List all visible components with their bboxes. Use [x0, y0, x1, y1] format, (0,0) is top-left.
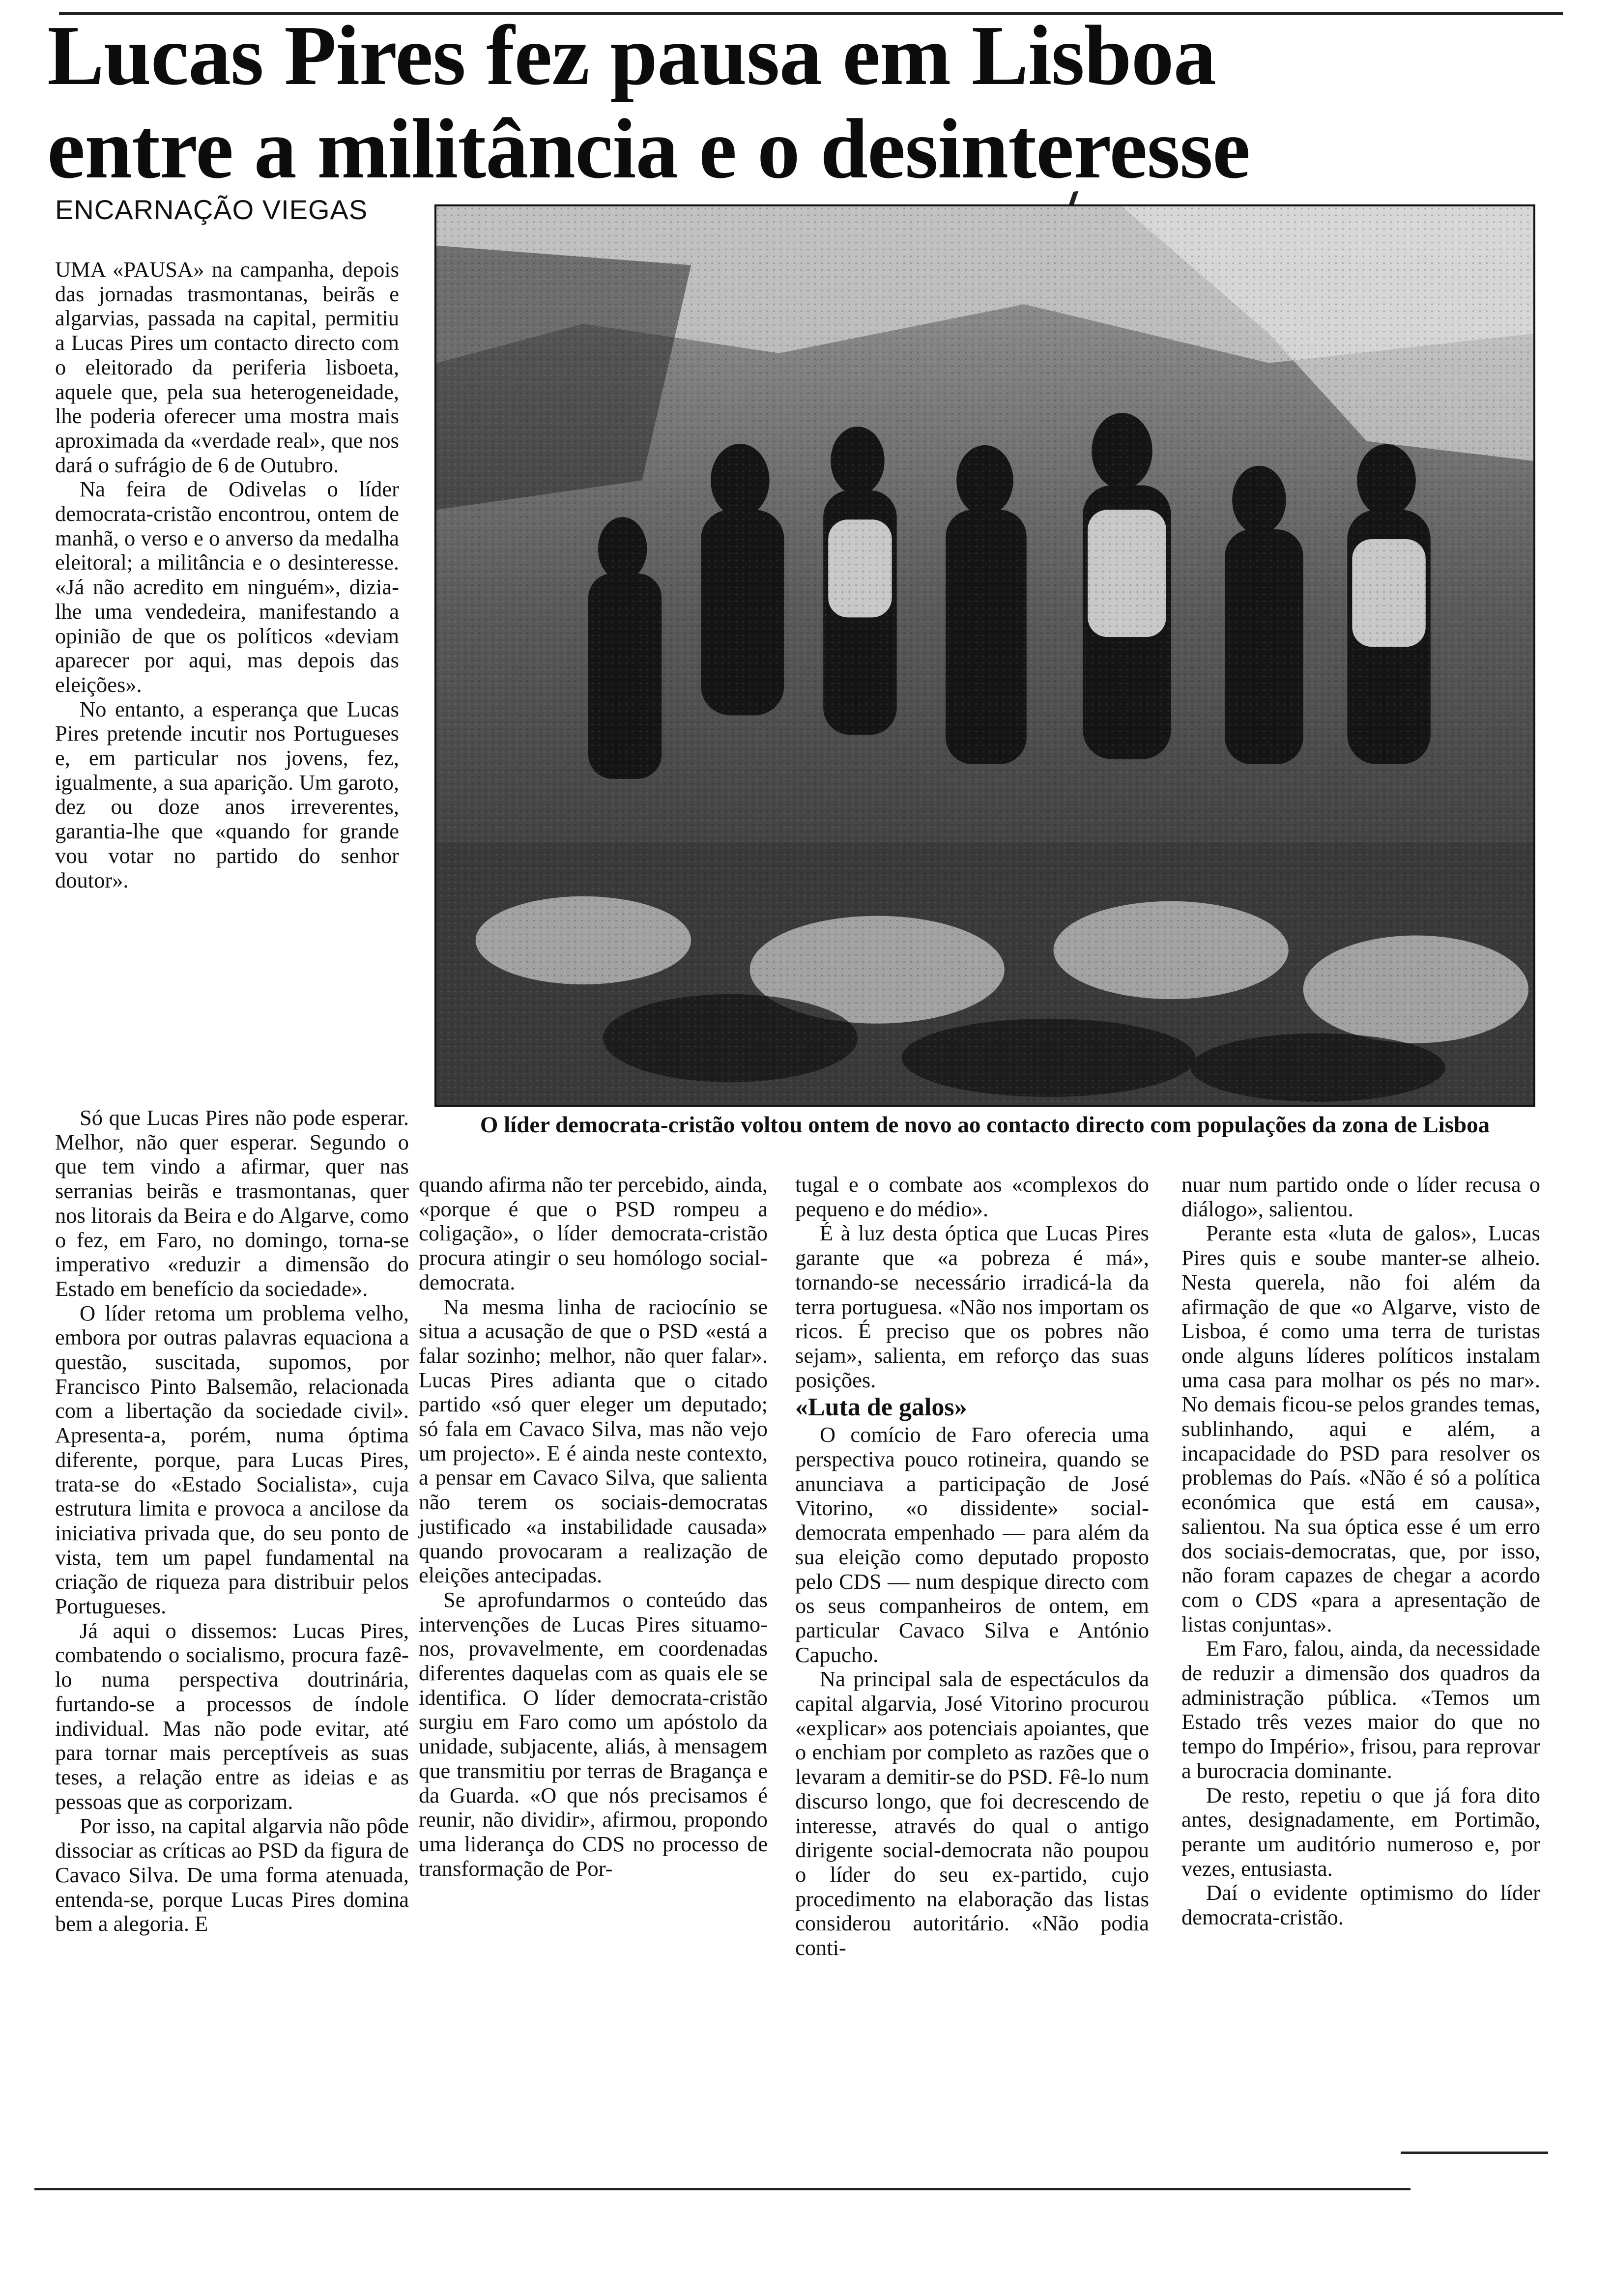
photo-image: [436, 206, 1533, 1105]
paragraph: Na feira de Odivelas o líder democrata-cristão encontrou, ontem de manhã, o verso e o anverso da medalha eleitoral; a militância e o desinteresse. «Já não acredito em ninguém», dizia-lhe uma vendedeira, manifestando a opinião de que os políticos «deviam aparecer por aqui, mas depois das eleições».: [55, 477, 399, 697]
column-2: [419, 1173, 768, 1881]
paragraph: Em Faro, falou, ainda, da necessidade de reduzir a dimensão dos quadros da administração pública. «Temos um Estado três vezes maior do que no tempo do Império», frisou, para reprovar a burocracia dominante.: [1181, 1636, 1540, 1783]
paragraph: Daí o evidente optimismo do líder democrata-cristão.: [1181, 1880, 1540, 1930]
headline-line-2: entre a militância e o desinteresse: [47, 101, 1250, 196]
paragraph: Na mesma linha de raciocínio se situa a acusação de que o PSD «está a falar sozinho; melhor, não quer falar». Lucas Pires adianta que o citado partido «só quer eleger um deputado; só fala em Cavaco Silva, mas não vejo um projecto». E é ainda neste contexto, a pensar em Cavaco Silva, que salienta não terem os sociais-democratas justificado «a instabilidade causada» quando provocaram a realização de eleições antecipadas.: [419, 1294, 768, 1588]
column-1-lower: [55, 1106, 409, 1936]
footer-rule-right: [1401, 2152, 1548, 2154]
paragraph: O líder retoma um problema velho, embora por outras palavras equaciona a questão, suscitada, supomos, por Francisco Pinto Balsemão, relacionada com a libertação da sociedade civil». Apresenta-a, porém, numa óptima diferente, porque, para Lucas Pires, trata-se do «Estado Socialista», cuja estrutura limita e provoca a ancilose da iniciativa privada que, do seu ponto de vista, tem um papel fundamental na criação de riqueza para distribuir pelos Portugueses.: [55, 1300, 409, 1619]
paragraph: quando afirma não ter percebido, ainda, «porque é que o PSD rompeu a coligação», o líder democrata-cristão procura atingir o seu homólogo social-democrata.: [419, 1172, 768, 1294]
paragraph: Perante esta «luta de galos», Lucas Pires quis e soube manter-se alheio. Nesta querela, não foi além da afirmação de que «o Algarve, visto de Lisboa, é como uma terra de turistas onde alguns líderes políticos instalam uma casa para molhar os pés no mar». No demais ficou-se pelos grandes temas, sublinhando, aqui e além, a incapacidade do PSD para resolver os problemas do País. «Não é só a política económica que está em causa», salientou. Na sua óptica esse é um erro dos sociais-democratas, que, por isso, não foram capazes de chegar a acordo com o CDS «para a apresentação de listas conjuntas».: [1181, 1221, 1540, 1636]
paragraph: nuar num partido onde o líder recusa o diálogo», salientou.: [1181, 1172, 1540, 1221]
byline: ENCARNAÇÃO VIEGAS: [55, 194, 368, 225]
column-1-upper: [55, 258, 399, 892]
paragraph: Se aprofundarmos o conteúdo das intervenções de Lucas Pires situamo-nos, provavelmente, em coordenadas diferentes daquelas com as quais ele se identifica. O líder democrata-cristão surgiu em Faro como um apóstolo da unidade, subjacente, aliás, à mensagem que transmitiu por terras de Bragança e da Guarda. «O que nós precisamos é reunir, não dividir», afirmou, propondo uma liderança do CDS no processo de transformação de Por-: [419, 1587, 768, 1881]
article-photo: [434, 204, 1535, 1107]
paragraph: Já aqui o dissemos: Lucas Pires, combatendo o socialismo, procura fazê-lo numa perspectiva doutrinária, furtando-se a processos de índole individual. Mas não pode evitar, até para tornar mais perceptíveis as suas teses, a relação entre as ideias e as pessoas que as corporizam.: [55, 1618, 409, 1814]
paragraph: Por isso, na capital algarvia não pôde dissociar as críticas ao PSD da figura de Cavaco Silva. De uma forma atenuada, entenda-se, porque Lucas Pires domina bem a alegoria. E: [55, 1813, 409, 1936]
subheading: «Luta de galos»: [795, 1393, 967, 1422]
column-4: [1181, 1173, 1540, 1930]
paragraph: O comício de Faro oferecia uma perspectiva pouco rotineira, quando se anunciava a participação de José Vitorino, «o dissidente» social-democrata empenhado — para além da sua eleição como deputado proposto pelo CDS — num despique directo com os seus companheiros de ontem, em particular Cavaco Silva e António Capucho.: [795, 1422, 1149, 1667]
headline-line-1: Lucas Pires fez pausa em Lisboa: [47, 8, 1216, 103]
paragraph: tugal e o combate aos «complexos do pequeno e do médio».: [795, 1172, 1149, 1221]
paragraph: No entanto, a esperança que Lucas Pires pretende incutir nos Portugueses e, em particular nos jovens, fez, igualmente, a sua aparição. Um garoto, dez ou doze anos irreverentes, garantia-lhe que «quando for grande vou votar no partido do senhor doutor».: [55, 696, 399, 892]
paragraph: É à luz desta óptica que Lucas Pires garante que «a pobreza é má», tornando-se necessário irradicá-la da terra portuguesa. «Não nos importam os ricos. É preciso que os pobres não sejam», salienta, em reforço das suas posições.: [795, 1221, 1149, 1392]
footer-rule-left: [34, 2188, 1410, 2190]
paragraph: Na principal sala de espectáculos da capital algarvia, José Vitorino procurou «explicar» aos potenciais apoiantes, que o enchiam por completo as razões que o levaram a demitir-se do PSD. Fê-lo num discurso longo, que foi decrescendo de interesse, através do qual o antigo dirigente social-democrata não poupou o líder do seu ex-partido, cujo procedimento na elaboração das listas considerou autoritário. «Não podia conti-: [795, 1666, 1149, 1960]
photo-caption: O líder democrata-cristão voltou ontem de novo ao contacto directo com populações da zona de Lisboa: [480, 1112, 1490, 1138]
paragraph: UMA «PAUSA» na campanha, depois das jornadas trasmontanas, beirãs e algarvias, passada na capital, permitiu a Lucas Pires um contacto directo com o eleitorado da periferia lisboeta, aquele que, pela sua heterogeneidade, lhe poderia oferecer uma mostra mais aproximada da «verdade real», que nos dará o sufrágio de 6 de Outubro.: [55, 257, 399, 477]
column-3: [795, 1173, 1149, 1960]
headline: [47, 9, 1561, 196]
paragraph: De resto, repetiu o que já fora dito antes, designadamente, em Portimão, perante um auditório numeroso e, por vezes, entusiasta.: [1181, 1782, 1540, 1881]
paragraph: Só que Lucas Pires não pode esperar. Melhor, não quer esperar. Segundo o que tem vindo a afirmar, quer nas serranias beirãs e trasmontanas, quer nos litorais da Beira e do Algarve, como o fez, em Faro, no domingo, torna-se imperativo «reduzir a dimensão do Estado em benefício da sociedade».: [55, 1105, 409, 1301]
